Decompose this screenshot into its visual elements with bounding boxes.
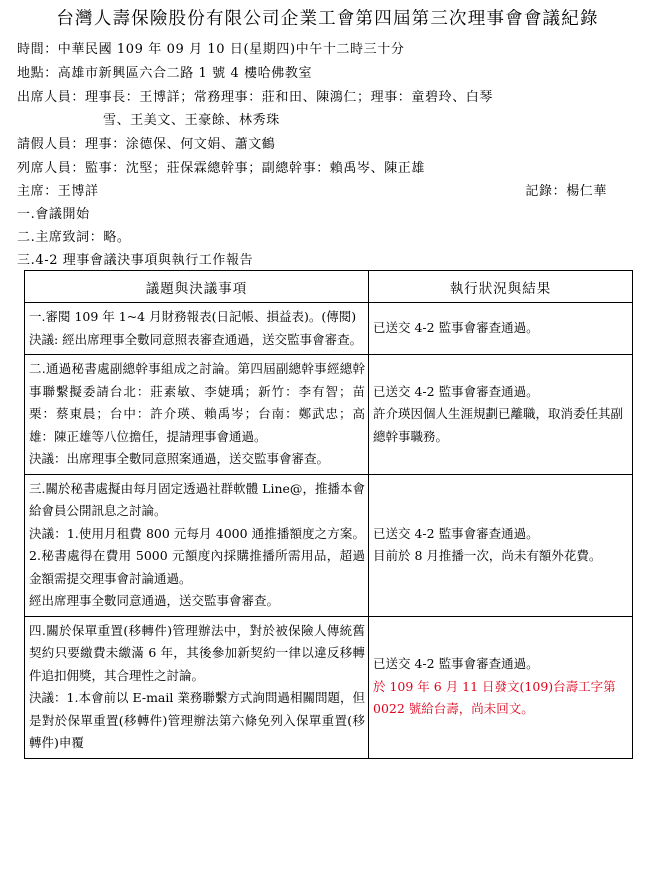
result-text: 許介瑛因個人生涯規劃已離職，取消委任其副總幹事職務。	[373, 406, 624, 444]
table-row	[25, 303, 633, 355]
leave-list: 請假人員：理事：涂德保、何文娟、蕭文鶴	[17, 137, 276, 152]
resolution-note: 經出席理事全數同意通過，送交監事會審查。	[29, 593, 280, 608]
table-row	[25, 616, 633, 758]
meeting-location: 地點：高雄市新興區六合二路 1 號 4 樓哈佛教室	[17, 66, 313, 81]
result-cell	[369, 303, 633, 355]
table-header-row	[25, 271, 633, 303]
document-title: 台灣人壽保險股份有限公司企業工會第四屆第三次理事會會議紀錄	[56, 9, 599, 29]
agenda-item-1: 一.會議開始	[17, 207, 90, 222]
result-text-highlight: 於 109 年 6 月 11 日發文(109)台壽工字第 0022 號給台壽，尚未回文。	[373, 678, 616, 717]
recorder: 記錄：楊仁華	[525, 184, 607, 199]
issue-text: 三.關於秘書處擬由每月固定透過社群軟體 Line@，推播本會給會員公開訊息之討論。	[29, 480, 365, 518]
issue-cell	[25, 303, 369, 355]
chair: 主席：王博詳	[17, 184, 99, 199]
result-text: 目前於 8 月推播一次，尚未有額外花費。	[373, 548, 602, 563]
result-cell	[369, 474, 633, 616]
agenda-item-2: 二.主席致詞：略。	[17, 230, 131, 245]
issue-text: 四.關於保單重置(移轉件)管理辦法中，對於被保險人傳統舊契約只要繳費未繳滿 6 年，其後參加新契約一律以違反移轉件追扣佣獎，其合理性之討論。	[29, 622, 365, 683]
issue-cell	[25, 474, 369, 616]
table-row	[25, 355, 633, 475]
resolution-table	[24, 270, 633, 759]
result-text: 已送交 4-2 監事會審查通過。	[373, 525, 539, 541]
resolution-text: 決議：1.本會前以 E-mail 業務聯繫方式詢問過相關問題，但是對於保單重置(移轉件)管理辦法第六條免列入保單重置(移轉件)申覆	[29, 690, 365, 750]
result-text: 已送交 4-2 監事會審查通過。	[373, 320, 539, 336]
resolution-text: 決議：出席理事全數同意照案通過，送交監事會審查。	[29, 451, 330, 466]
issue-cell	[25, 616, 369, 758]
column-header-issue: 議題與決議事項	[25, 271, 369, 303]
attendees-line-1: 出席人員：理事長：王博詳；常務理事：莊和田、陳鴻仁；理事：童碧玲、白琴	[17, 90, 494, 105]
resolution-text: 決議: 經出席理事全數同意照表審查通過，送交監事會審查。	[29, 331, 363, 347]
table-row	[25, 474, 633, 616]
column-header-result: 執行狀況與結果	[369, 271, 633, 303]
attendees-line-2: 雪、王美文、王豪餘、林秀珠	[103, 113, 280, 128]
agenda-item-3: 三.4-2 理事會議決事項與執行工作報告	[17, 253, 254, 268]
result-text: 已送交 4-2 監事會審查通過。	[373, 656, 539, 672]
meeting-time: 時間：中華民國 109 年 09 月 10 日(星期四)中午十二時三十分	[17, 42, 405, 57]
issue-cell	[25, 355, 369, 475]
resolution-text: 決議：1.使用月租費 800 元每月 4000 通推播額度之方案。2.秘書處得在費用 5000 元額度內採購推播所需用品，超過金額需提交理事會討論通過。	[29, 525, 365, 586]
observers-list: 列席人員：監事：沈堅；莊保霖總幹事；副總幹事：賴禹岑、陳正雄	[17, 161, 426, 176]
result-text: 已送交 4-2 監事會審查通過。	[373, 383, 539, 399]
result-cell	[369, 616, 633, 758]
result-cell	[369, 355, 633, 475]
issue-text: 一.審閱 109 年 1~4 月財務報表(日記帳、損益表)。(傳閱)	[29, 309, 357, 324]
issue-text: 二.通過秘書處副總幹事組成之討論。第四屆副總幹事經總幹事聯繫擬委請台北：莊素敏、李婕瑀；新竹：李有智；苗栗：蔡東晨；台中：許介瑛、賴禹岑；台南：鄭武忠；高雄：陳正雄等八位擔任，提請理事會通過。	[29, 361, 365, 444]
